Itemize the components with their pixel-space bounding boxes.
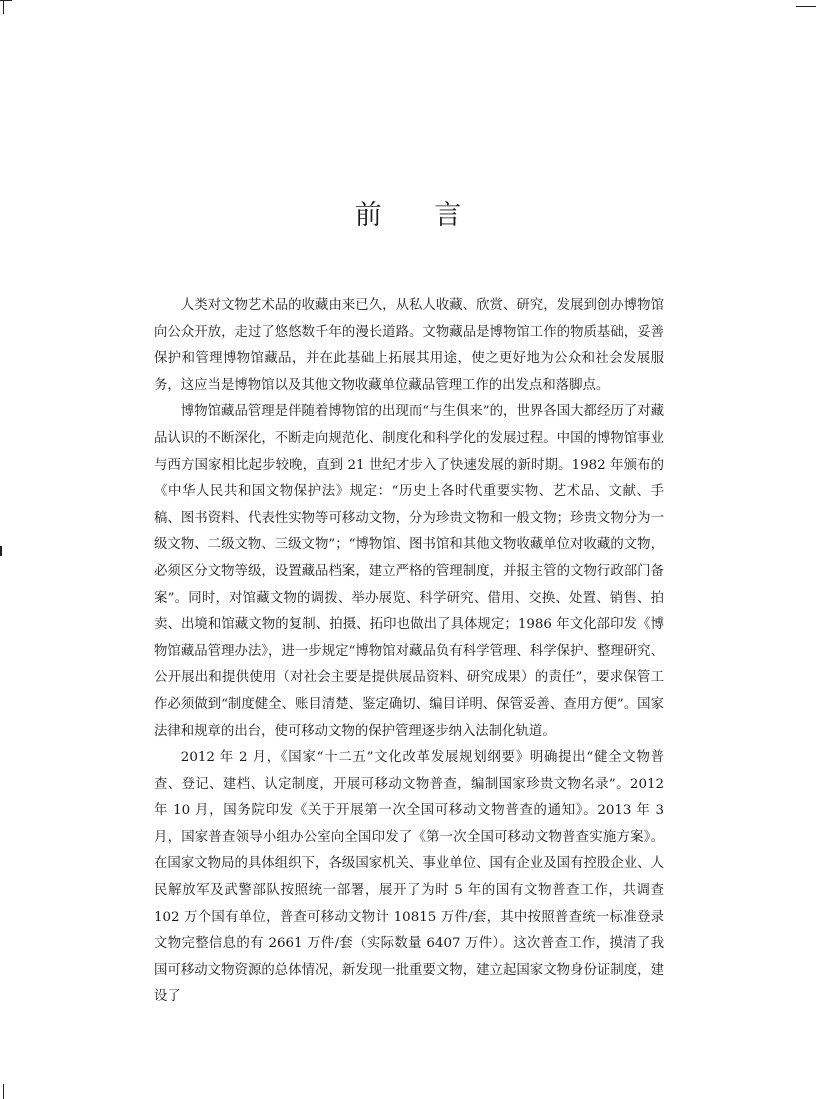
crop-mark-top-left-horizontal	[0, 0, 12, 1]
crop-mark-left-middle	[0, 546, 2, 556]
paragraph-2: 博物馆藏品管理是伴随着博物馆的出现而“与生俱来”的，世界各国大都经历了对藏品认识的不断深化，不断走向规范化、制度化和科学化的发展过程。中国的博物馆事业与西方国家相比起步较晚，直到 21 世纪才步入了快速发展的新时期。1982 年颁布的《中华人民共和国文物保护法》规定：“历史上各时代重要实物、艺术品、文献、手稿、图书资料、代表性实物等可移动文物，分为珍贵文物和一般文物；珍贵文物分为一级文物、二级文物、三级文物”；“博物馆、图书馆和其他文物收藏单位对收藏的文物，必须区分文物等级，设置藏品档案，建立严格的管理制度，并报主管的文物行政部门备案”。同时，对馆藏文物的调拨、举办展览、科学研究、借用、交换、处置、销售、拍卖、出境和馆藏文物的复制、拍摄、拓印也做出了具体规定；1986 年文化部印发《博物馆藏品管理办法》，进一步规定“博物馆对藏品负有科学管理、科学保护、整理研究、公开展出和提供使用（对社会主要是提供展品资料、研究成果）的责任”，要求保管工作必须做到“制度健全、账目清楚、鉴定确切、编目详明、保管妥善、查用方便”。国家法律和规章的出台，使可移动文物的保护管理逐步纳入法制化轨道。	[154, 404, 664, 739]
paragraph-1: 人类对文物艺术品的收藏由来已久，从私人收藏、欣赏、研究，发展到创办博物馆向公众开放，走过了悠悠数千年的漫长道路。文物藏品是博物馆工作的物质基础，妥善保护和管理博物馆藏品，并在此基础上拓展其用途，使之更好地为公众和社会发展服务，这应当是博物馆以及其他文物收藏单位藏品管理工作的出发点和落脚点。	[154, 298, 664, 393]
crop-mark-bottom-left-vertical	[3, 1084, 4, 1099]
page-title: 前 言	[354, 200, 484, 231]
crop-mark-top-right-horizontal	[796, 6, 816, 7]
paragraph-3: 2012 年 2 月，《国家“十二五”文化改革发展规划纲要》明确提出“健全文物普查、登记、建档、认定制度，开展可移动文物普查，编制国家珍贵文物名录”。2012 年 10 月，国务院印发《关于开展第一次全国可移动文物普查的通知》。2013 年 3 月，国家普查领导小组办公室向全国印发了《第一次全国可移动文物普查实施方案》。在国家文物局的具体组织下，各级国家机关、事业单位、国有企业及国有控股企业、人民解放军及武警部队按照统一部署，展开了为时 5 年的国有文物普查工作，共调查 102 万个国有单位，普查可移动文物计 10815 万件/套，其中按照普查统一标准登录文物完整信息的有 2661 万件/套（实际数量 6407 万件）。这次普查工作，摸清了我国可移动文物资源的总体情况，新发现一批重要文物，建立起国家文物身份证制度，建设了	[154, 750, 664, 1005]
preface-body	[154, 293, 664, 1011]
crop-mark-top-left-vertical	[3, 0, 4, 14]
